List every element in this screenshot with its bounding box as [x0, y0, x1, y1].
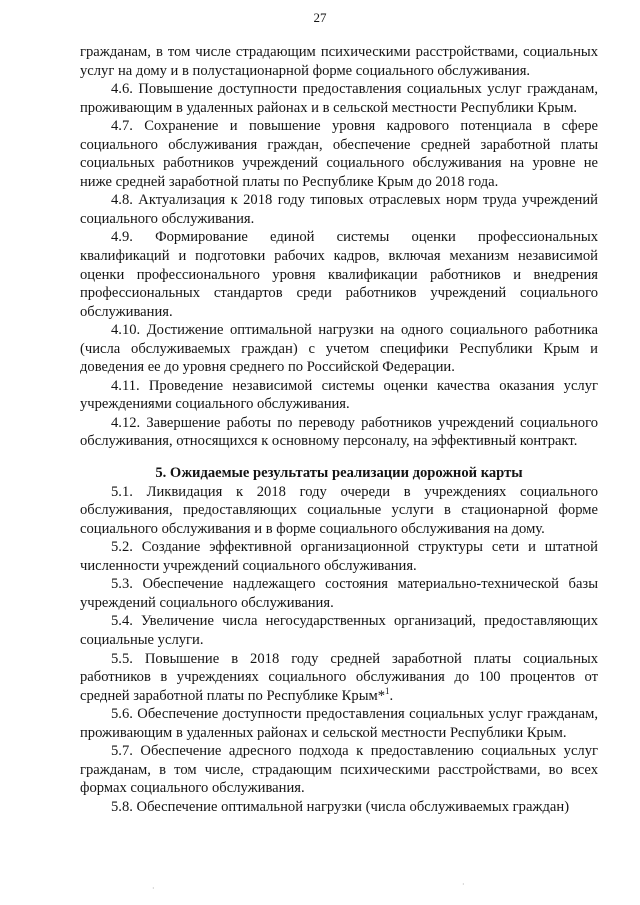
paragraph-5-7: 5.7. Обеспечение адресного подхода к предоставлению социальных услуг гражданам, в том числе, страдающим психическими расстройствами, во всех формах социального обслуживания. — [80, 743, 598, 797]
page-body — [80, 43, 598, 816]
page-number: 27 — [313, 10, 327, 25]
paragraph-4-10: 4.10. Достижение оптимальной нагрузки на одного социального работника (числа обслуживаемых граждан) с учетом специфики Республики Крым и доведения ее до уровня среднего по Российской Федерации. — [80, 322, 598, 376]
footnote-marker: 1 — [385, 685, 390, 696]
paragraph-5-4: 5.4. Увеличение числа негосударственных организаций, предоставляющих социальные услуги. — [80, 613, 598, 648]
scan-speck: · — [152, 884, 155, 893]
paragraph-4-6: 4.6. Повышение доступности предоставления социальных услуг гражданам, проживающим в удаленных районах и в сельской местности Республики Крым. — [80, 81, 598, 116]
paragraph-4-12: 4.12. Завершение работы по переводу работников учреждений социального обслуживания, относящихся к основному персоналу, на эффективный контракт. — [80, 414, 598, 450]
paragraph-5-6: 5.6. Обеспечение доступности предоставления социальных услуг гражданам, проживающим в удаленных районах и сельской местности Республики Крым. — [80, 706, 598, 741]
scan-speck: · — [462, 880, 465, 889]
paragraph-4-9: 4.9. Формирование единой системы оценки профессиональных квалификаций и подготовки рабочих кадров, включая механизм независимой оценки профессионального уровня квалификации работников и внедрения профессиональных стандартов среди работников учреждений социального обслуживания. — [80, 229, 598, 320]
paragraph-5-5 — [80, 650, 598, 706]
paragraph-4-11: 4.11. Проведение независимой системы оценки качества оказания услуг учреждениями социального обслуживания. — [80, 377, 598, 413]
paragraph-5-2: 5.2. Создание эффективной организационной структуры сети и штатной численности учреждений социального обслуживания. — [80, 539, 598, 574]
paragraph-continuation: гражданам, в том числе страдающим психическими расстройствами, социальных услуг на дому и в полустационарной форме социального обслуживания. — [80, 44, 598, 79]
paragraph-5-5-tail: . — [389, 687, 394, 704]
paragraph-5-3: 5.3. Обеспечение надлежащего состояния материально-технической базы учреждений социального обслуживания. — [80, 576, 598, 611]
section-title: 5. Ожидаемые результаты реализации дорожной карты — [155, 465, 523, 482]
paragraph-5-8: 5.8. Обеспечение оптимальной нагрузки (числа обслуживаемых граждан) — [111, 798, 570, 815]
paragraph-4-7: 4.7. Сохранение и повышение уровня кадрового потенциала в сфере социального обслуживания граждан, обеспечение средней заработной платы социальных работников учреждений социального обслуживания на уровне не ниже средней заработной платы по Республике Крым до 2018 года. — [80, 118, 598, 190]
paragraph-5-5-text: 5.5. Повышение в 2018 году средней заработной платы социальных работников в учреждениях социального обслуживания до 100 процентов от средней заработной платы по Республике Крым* — [80, 650, 598, 704]
paragraph-5-1: 5.1. Ликвидация к 2018 году очереди в учреждениях социального обслуживания, предоставляющих социальные услуги в стационарной форме социального обслуживания и в форме социального обслуживания на дому. — [80, 483, 598, 537]
paragraph-4-8: 4.8. Актуализация к 2018 году типовых отраслевых норм труда учреждений социального обслуживания. — [80, 192, 598, 227]
